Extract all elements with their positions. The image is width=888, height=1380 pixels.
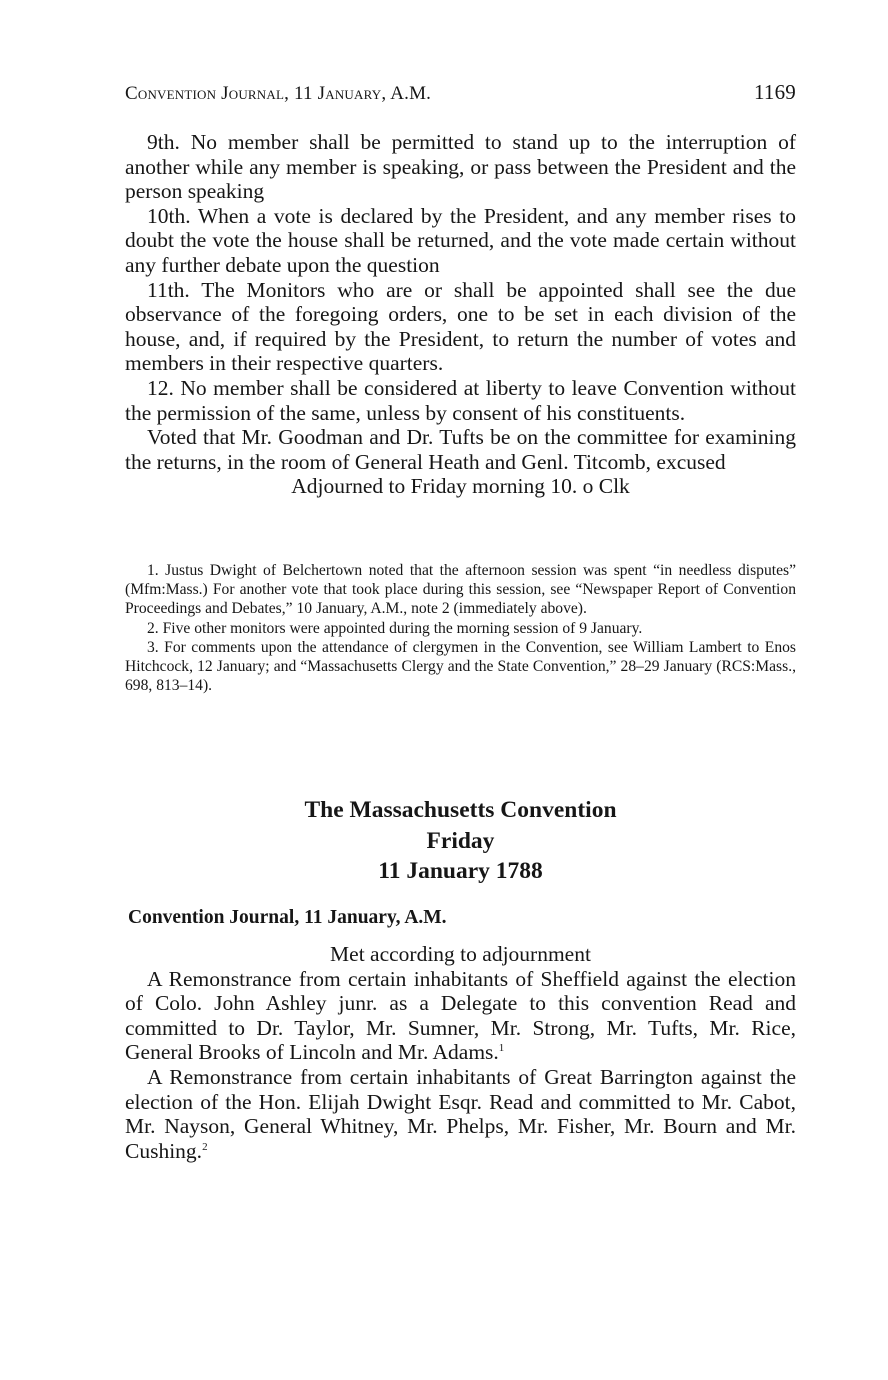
rule-11: 11th. The Monitors who are or shall be appointed shall see the due observance of the foregoing orders, one to be set in each division of the house, and, if required by the President, to return the number of votes and members in their respective quarters. bbox=[125, 277, 796, 376]
rules-block bbox=[125, 130, 796, 499]
footnote-3: 3. For comments upon the attendance of clergymen in the Convention, see William Lambert to Enos Hitchcock, 12 January; and “Massachusetts Clergy and the State Convention,” 28–29 January (RCS:Mass., 698, 813–14). bbox=[125, 638, 796, 695]
footnotes bbox=[125, 561, 796, 695]
met-line: Met according to adjournment bbox=[330, 942, 591, 966]
rule-9: 9th. No member shall be permitted to stand up to the interruption of another while any member is speaking, or pass between the President and the person speaking bbox=[125, 130, 796, 204]
section-heading bbox=[125, 795, 796, 887]
running-head-title: Convention Journal, 11 January, A.M. bbox=[125, 83, 432, 104]
note-ref-2: 2 bbox=[202, 1140, 208, 1153]
subheading: Convention Journal, 11 January, A.M. bbox=[128, 907, 447, 928]
adjourned-line: Adjourned to Friday morning 10. o Clk bbox=[291, 474, 630, 499]
remonstrance-sheffield-text: A Remonstrance from certain inhabitants of Sheffield against the election of Colo. John Ashley junr. as a Delegate to this convention Read and committed to Dr. Taylor, Mr. Sumner, Mr. Strong, Mr. Tufts, Mr. Rice, General Brooks of Lincoln and Mr. Adams. bbox=[125, 966, 796, 1065]
remonstrance-great-barrington bbox=[125, 1065, 796, 1163]
page-number: 1169 bbox=[753, 80, 796, 104]
rule-12: 12. No member shall be considered at liberty to leave Convention without the permission of the same, unless by consent of his constituents. bbox=[125, 375, 796, 425]
journal-block bbox=[125, 942, 796, 1163]
footnote-1: 1. Justus Dwight of Belchertown noted that the afternoon session was spent “in needless disputes” (Mfm:Mass.) For another vote that took place during this session, see “Newspaper Report of Convention Proceedings and Debates,” 10 January, A.M., note 2 (immediately above). bbox=[125, 562, 796, 618]
running-head bbox=[125, 80, 796, 105]
note-ref-1: 1 bbox=[498, 1042, 505, 1055]
voted-paragraph: Voted that Mr. Goodman and Dr. Tufts be on the committee for examining the returns, in the room of General Heath and Genl. Titcomb, excused bbox=[125, 425, 796, 474]
remonstrance-great-barrington-text: A Remonstrance from certain inhabitants of Great Barrington against the election of the Hon. Elijah Dwight Esqr. Read and committed to Mr. Cabot, Mr. Nayson, General Whitney, Mr. Phelps, Mr. Fisher, Mr. Bourn and Mr. Cushing. bbox=[125, 1064, 796, 1163]
heading-day: Friday bbox=[426, 827, 495, 854]
rule-10: 10th. When a vote is declared by the President, and any member rises to doubt the vote the house shall be returned, and the vote made certain without any further debate upon the question bbox=[125, 203, 796, 277]
footnote-2: 2. Five other monitors were appointed during the morning session of 9 January. bbox=[147, 619, 643, 637]
heading-title: The Massachusetts Convention bbox=[304, 797, 617, 823]
heading-date: 11 January 1788 bbox=[378, 858, 543, 884]
remonstrance-sheffield bbox=[125, 967, 796, 1065]
